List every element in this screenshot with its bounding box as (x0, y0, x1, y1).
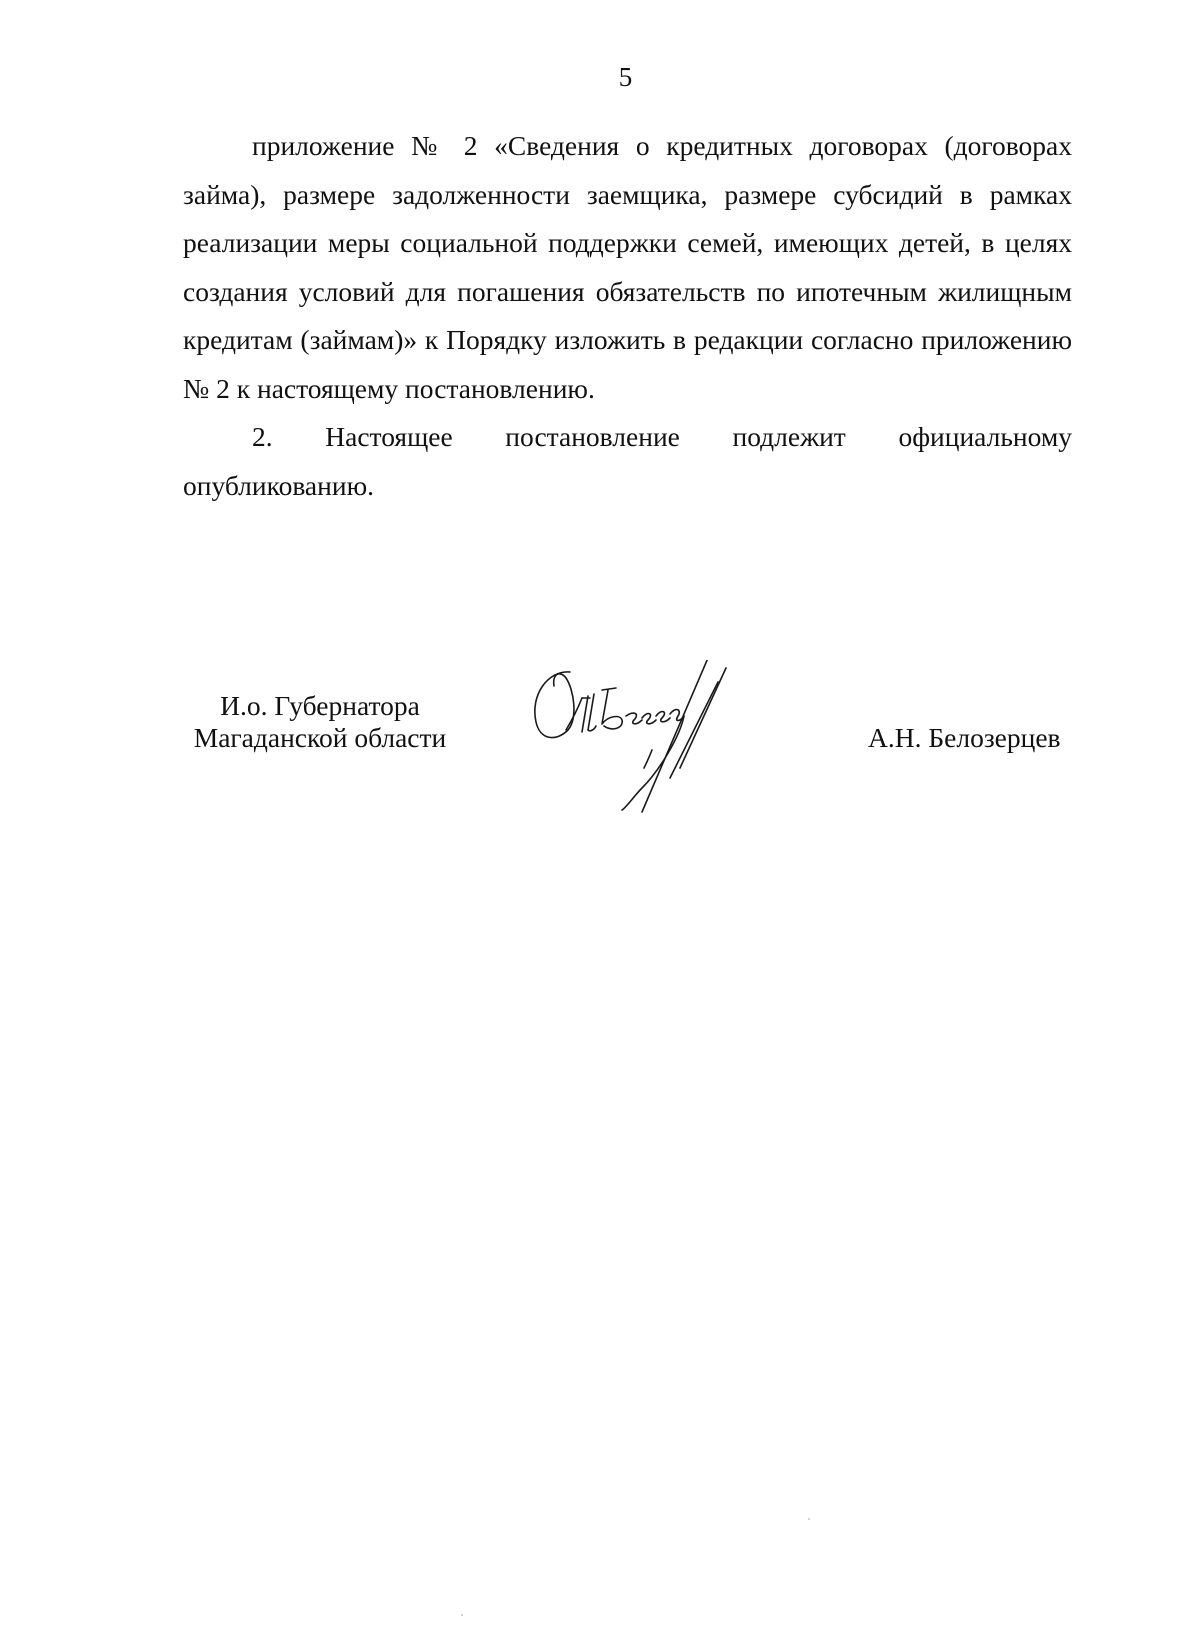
signer-position (170, 690, 470, 754)
handwritten-signature-icon (530, 660, 770, 830)
scan-artifact (808, 1518, 810, 1520)
paragraph-appendix-2: приложение № 2 «Сведения о кредитных договорах (договорах займа), размере задолженности заемщика, размере субсидий в рамках реализации меры социальной поддержки семей, имеющих детей, в целях создания условий для погашения обязательств по ипотечным жилищным кредитам (займам)» к Порядку изложить в редакции согласно приложению № 2 к настоящему постановлению. (183, 130, 1072, 404)
paragraph-publication: 2. Настоящее постановление подлежит официальному опубликованию. (183, 421, 1072, 501)
position-line-1: И.о. Губернатора (220, 690, 420, 721)
position-line-2: Магаданской области (193, 722, 447, 753)
document-body (183, 122, 1072, 510)
page-number: 5 (618, 62, 633, 92)
signature-block (0, 660, 1200, 830)
signer-name: А.Н. Белозерцев (868, 722, 1061, 753)
scan-artifact (461, 1614, 463, 1616)
